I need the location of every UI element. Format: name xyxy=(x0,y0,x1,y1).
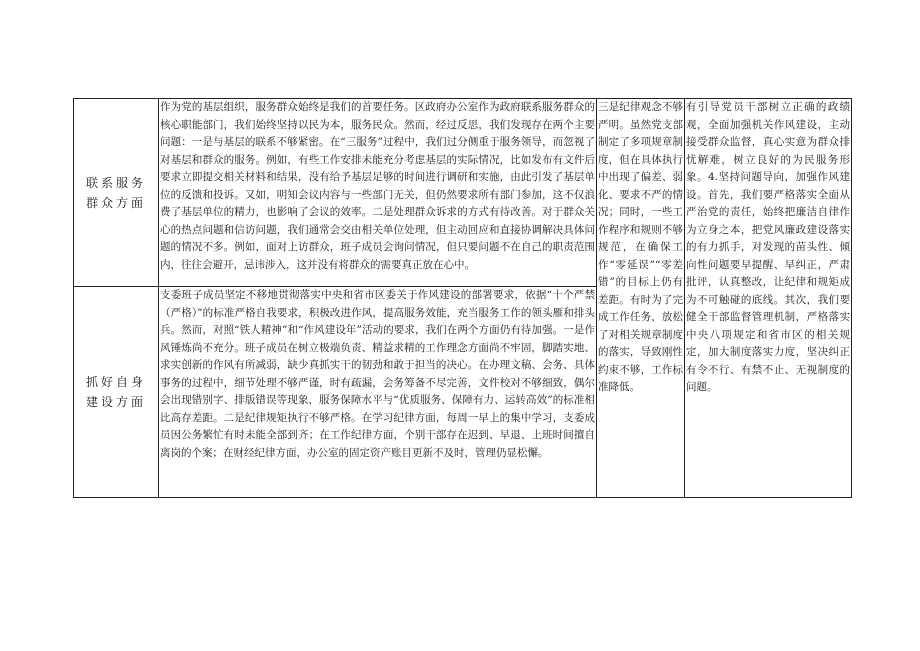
row-content-cell xyxy=(159,287,597,498)
table-row xyxy=(74,99,852,287)
discipline-column-text: 三是纪律观念不够严明。虽然党支部制定了多项规章制度，但在具体执行中出现了偏差、弱化、要求不严的情况；同时，一些工作程序和规则不够规范，在确保工作“零延误”“零差错”的目标上仍有差距。有时为了完成工作任务，放松了对相关规章制度的落实，导致刚性约束不够，工作标准降低。 xyxy=(598,101,683,393)
measures-column-cell xyxy=(685,99,852,498)
discipline-column-cell xyxy=(597,99,685,498)
row-label-cell: 抓好自身建设方面 xyxy=(74,287,159,498)
measures-column-text: 有引导党员干部树立正确的政绩观，全面加强机关作风建设，主动接受群众监督，真心实意为群众排忧解难，树立良好的为民服务形象。4.坚持问题导向，加强作风建设。首先，我们要严格落实全面从严治党的责任，始终把廉洁自律作为立身之本，把党风廉政建设落实的有力抓手，对发现的苗头性、倾向性问题要早提醒、早纠正，严肃批评，认真整改，让纪律和规矩成为不可触碰的底线。其次，我们要健全干部监督管理机制，严格落实中央八项规定和省市区的相关规定，加大制度落实力度，坚决纠正有令不行、有禁不止、无视制度的问题。 xyxy=(686,101,850,393)
row-content-text: 支委班子成员坚定不移地贯彻落实中央和省市区委关于作风建设的部署要求，依据“十个严禁（严格）”的标准严格自我要求，积极改进作风，提高服务效能，充当服务工作的领头雁和排头兵。然而，对照“铁人精神”和“作风建设年”活动的要求，我们在两个方面仍有待加强。一是作风锤炼尚不充分。班子成员在树立极端负责、精益求精的工作理念方面尚不牢固，脚踏实地、求实创新的作风有所减弱，缺少真抓实干的韧劲和敢于担当的决心。在办理文稿、会务、具体事务的过程中，细节处理不够严谨，时有疏漏，会务筹备不尽完善，文件校对不够细致，偶尔会出现错别字、排版错误等现象，服务保障水平与“优质服务、保障有力、运转高效”的标准相比高存差距。二是纪律规矩执行不够严格。在学习纪律方面，每周一早上的集中学习，支委成员因公务繁忙有时未能全部到齐；在工作纪律方面，个别干部存在迟到、早退、上班时间擅自离岗的个案；在财经纪律方面，办公室的固定资产账目更新不及时，管理仍显松懈。 xyxy=(160,289,595,459)
row-label-cell: 联系服务群众方面 xyxy=(74,99,159,287)
summary-table xyxy=(73,98,852,498)
row-content-text: 作为党的基层组织，服务群众始终是我们的首要任务。区政府办公室作为政府联系服务群众的核心职能部门，我们始终坚持以民为本，服务民众。然而，经过反思，我们发现存在两个主要问题：一是与基层的联系不够紧密。在“三服务”过程中，我们过分侧重于服务领导，而忽视了对基层和群众的服务。例如，有些工作安排未能充分考虑基层的实际情况，比如发布有文件后要求立即提交相关材料和结果，没有给予基层足够的时间进行调研和实施，由此引发了基层单位的反馈和投诉。又如，明知会议内容与一些部门无关，但仍然要求所有部门参加，这不仅浪费了基层单位的精力，也影响了会议的效率。二是处理群众诉求的方式有待改善。对于群众关心的热点问题和信访问题，我们通常会交由相关单位处理，但主动回应和直接协调解决具体问题的情况不多。例如，面对上访群众，班子成员会询问情况，但只要问题不在自己的职责范围内，往往会避开，忌讳涉入，这并没有将群众的需要真正放在心中。 xyxy=(160,101,595,271)
row-content-cell xyxy=(159,99,597,287)
